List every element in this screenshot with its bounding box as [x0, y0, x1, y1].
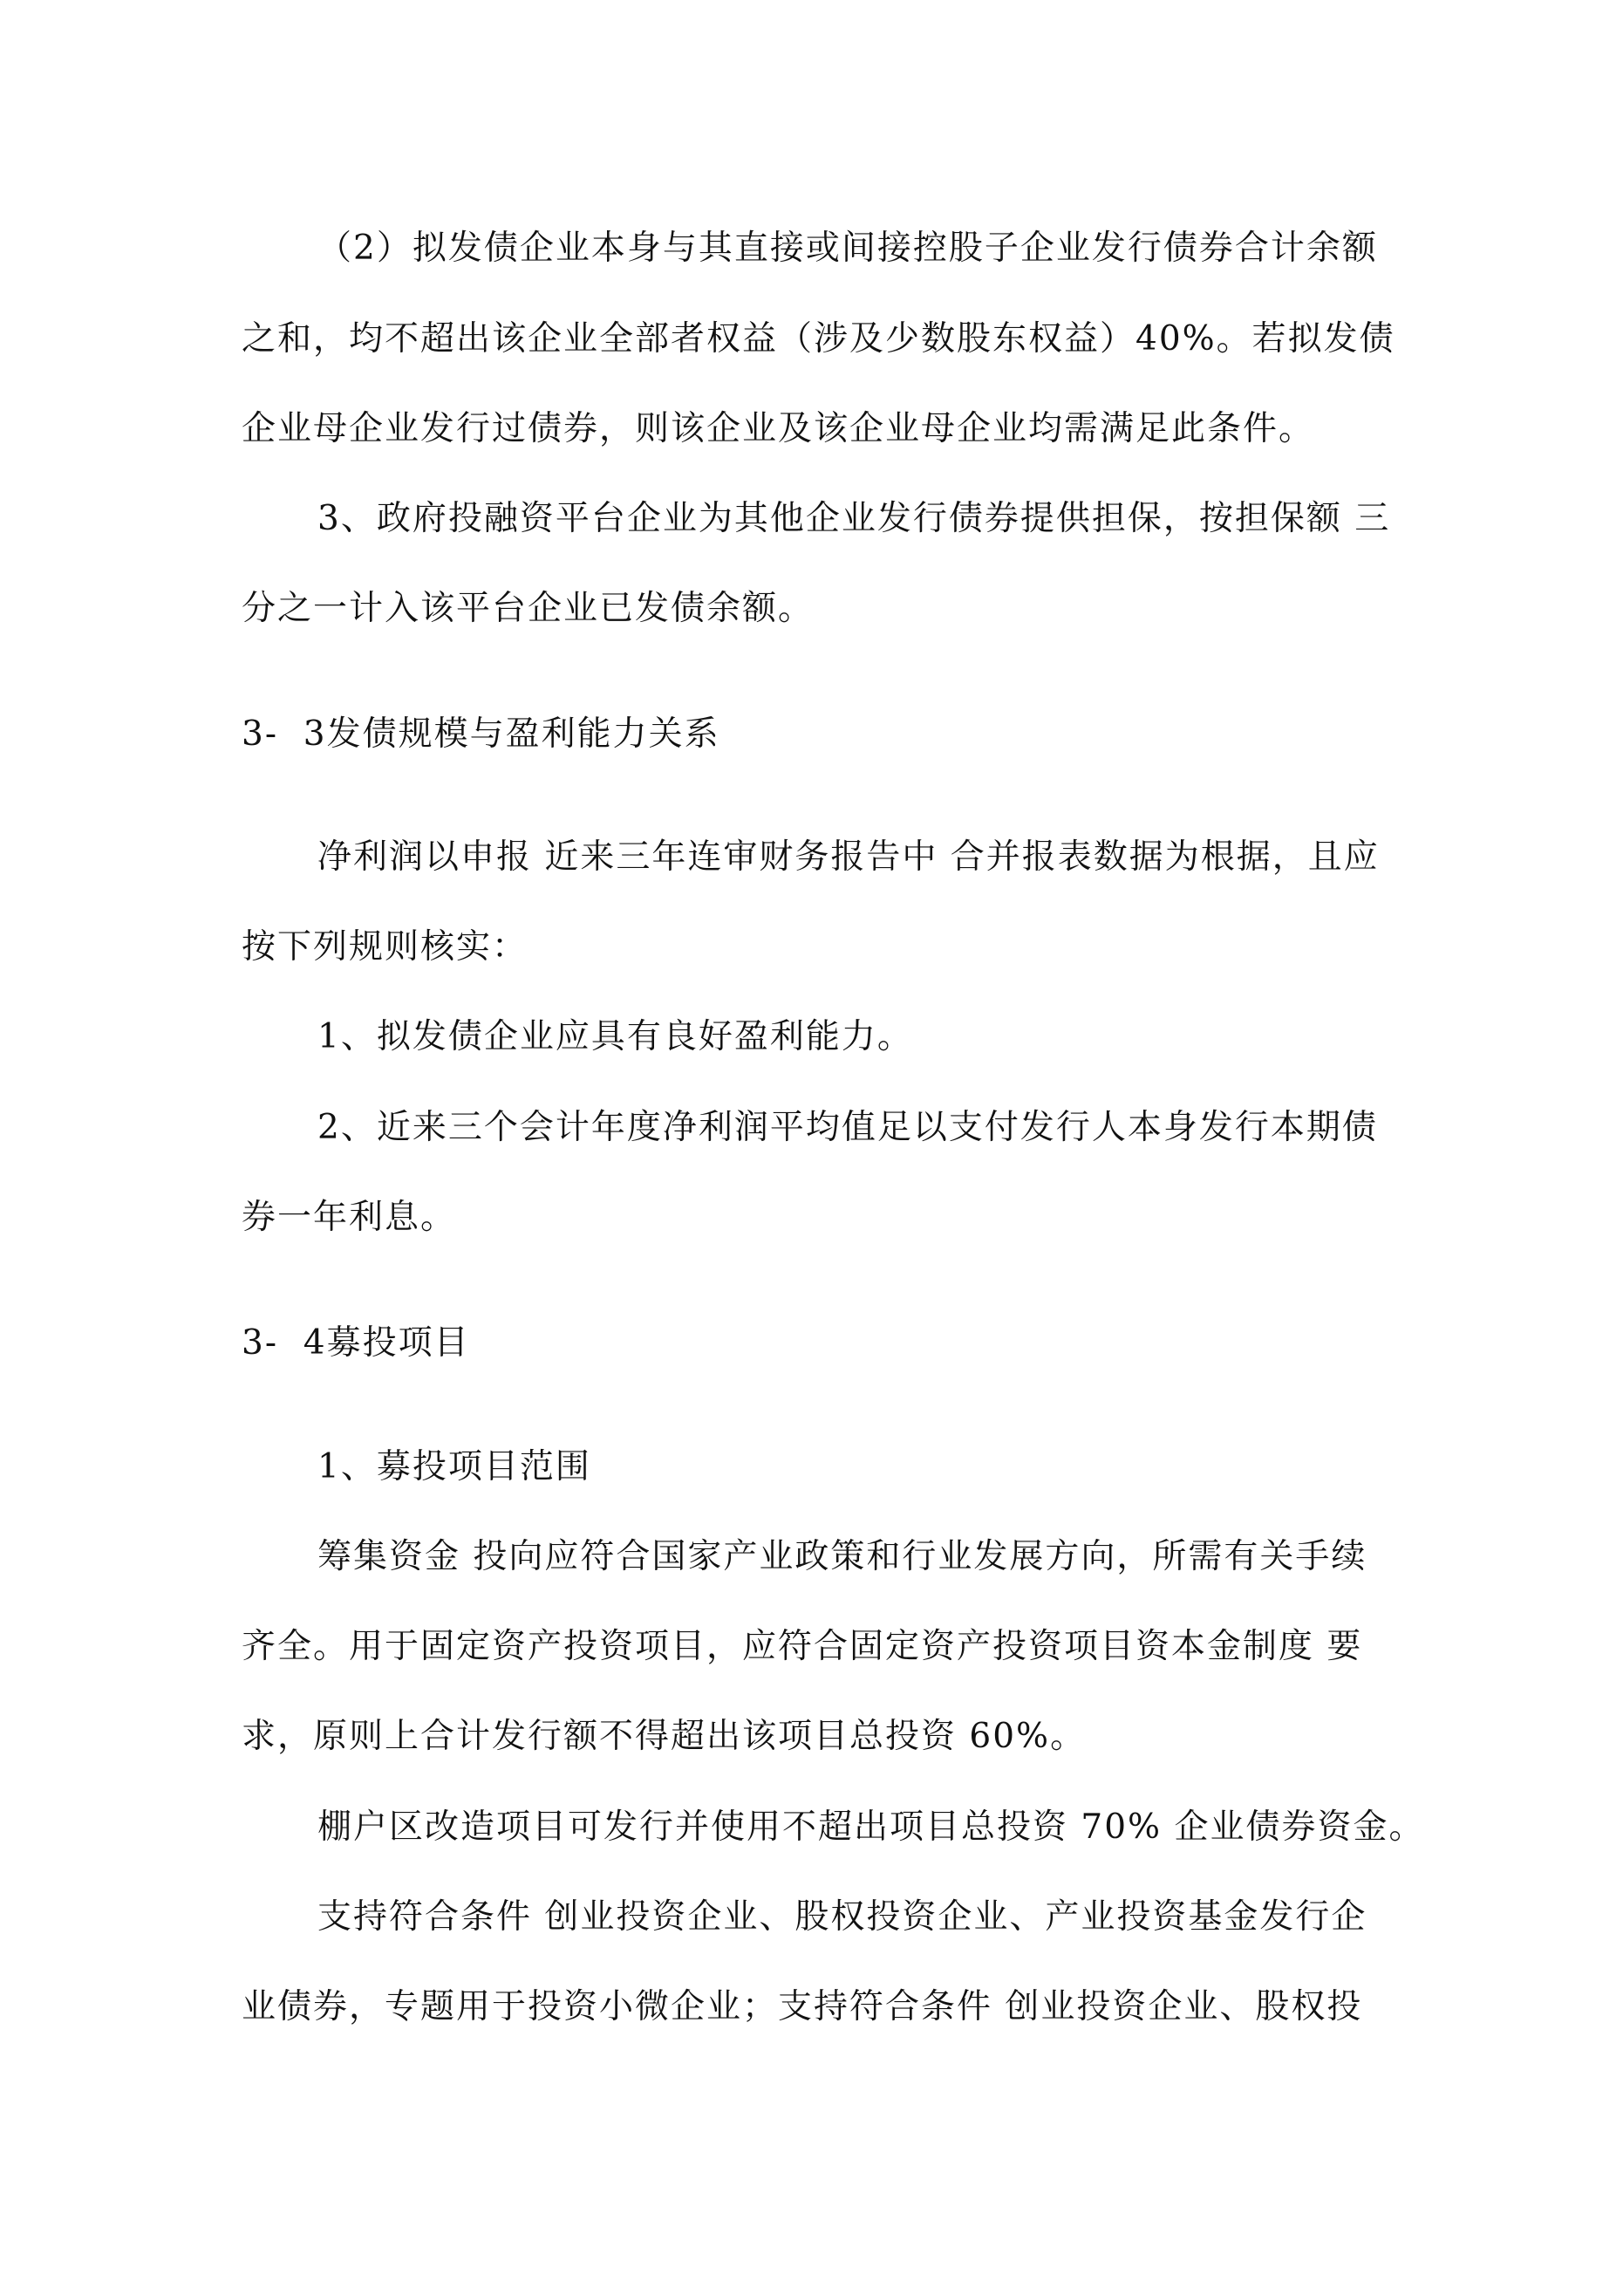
text-line: 券一年利息。 [242, 1198, 457, 1237]
section-heading: 3- 3发债规模与盈利能力关系 [242, 714, 720, 754]
text-line: 2、近来三个会计年度净利润平均值足以支付发行人本身发行本期债 [317, 1108, 1378, 1147]
text-line: 1、拟发债企业应具有良好盈利能力。 [317, 1017, 913, 1056]
text-line: 业债券，专题用于投资小微企业；支持符合条件 创业投资企业、股权投 [242, 1987, 1363, 2026]
text-line: 齐全。用于固定资产投资项目，应符合固定资产投资项目资本金制度 要 [242, 1627, 1363, 1666]
text-line: 求，原则上合计发行额不得超出该项目总投资 60%。 [242, 1717, 1087, 1756]
text-line: 净利润以申报 近来三年连审财务报告中 合并报表数据为根据，且应 [317, 837, 1380, 877]
text-line: 支持符合条件 创业投资企业、股权投资企业、产业投资基金发行企 [317, 1897, 1367, 1937]
section-heading: 3- 4募投项目 [242, 1323, 470, 1363]
text-line: 筹集资金 投向应符合国家产业政策和行业发展方向，所需有关手续 [317, 1537, 1367, 1576]
text-line: 分之一计入该平台企业已发债余额。 [242, 589, 815, 628]
text-line: 之和，均不超出该企业全部者权益（涉及少数股东权益）40%。若拟发债 [242, 319, 1395, 359]
text-line: 按下列规则核实： [242, 927, 528, 967]
text-line: 棚户区改造项目可发行并使用不超出项目总投资 70% 企业债券资金。 [317, 1807, 1425, 1847]
text-line: 企业母企业发行过债券，则该企业及该企业母企业均需满足此条件。 [242, 409, 1315, 448]
text-line: 3、政府投融资平台企业为其他企业发行债券提供担保，按担保额 三 [317, 499, 1391, 538]
text-line: 1、募投项目范围 [317, 1447, 591, 1486]
text-line: （2）拟发债企业本身与其直接或间接控股子企业发行债券合计余额 [317, 229, 1378, 268]
